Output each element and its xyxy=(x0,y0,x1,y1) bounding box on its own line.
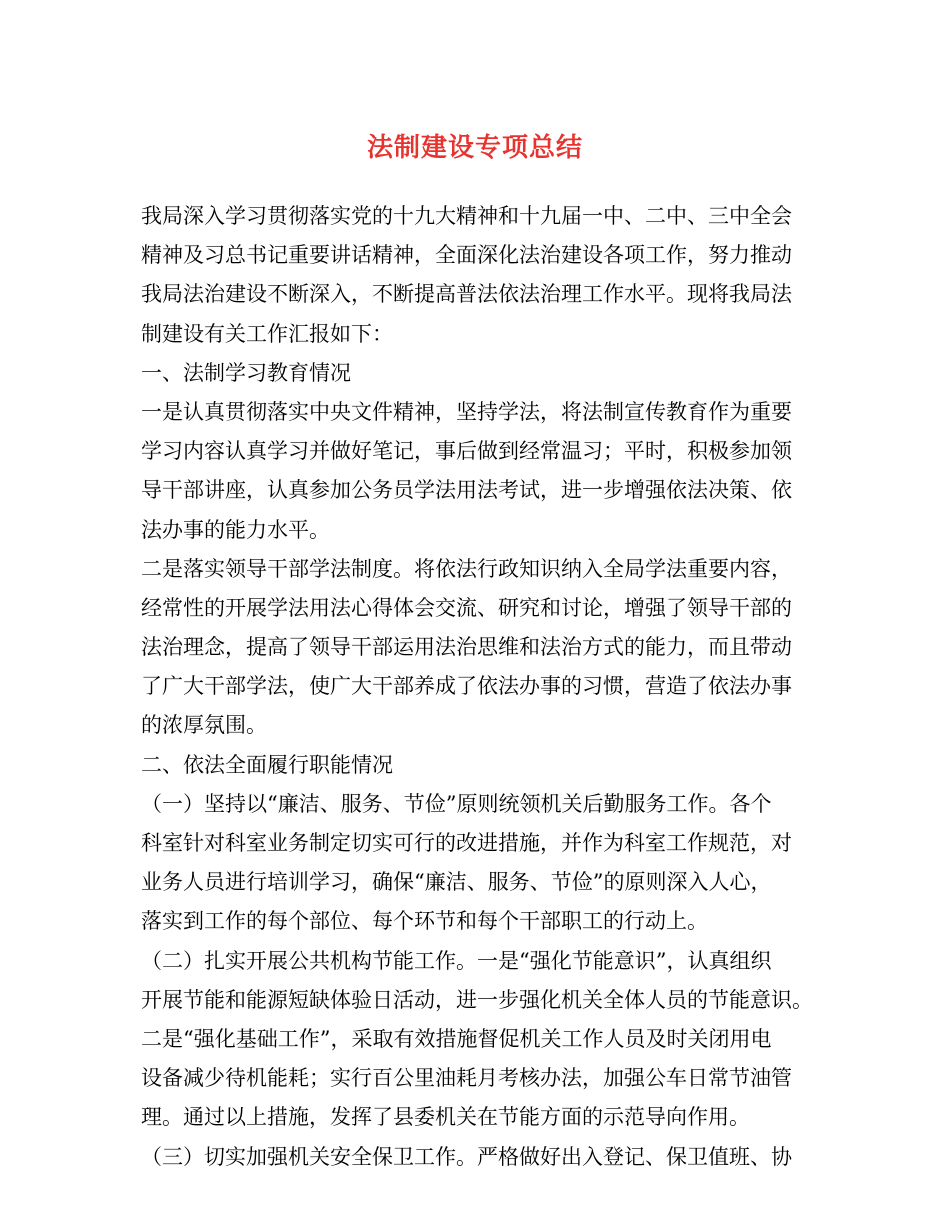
body-line: 的浓厚氛围。 xyxy=(141,713,267,738)
body-line: 学习内容认真学习并做好笔记，事后做到经常温习；平时，积极参加领 xyxy=(141,439,792,464)
body-line: （一）坚持以“廉洁、服务、节俭”原则统领机关后勤服务工作。各个 xyxy=(141,791,772,816)
body-line: 业务人员进行培训学习，确保“廉洁、服务、节俭”的原则深入人心， xyxy=(141,870,772,895)
body-line: 经常性的开展学法用法心得体会交流、研究和讨论，增强了领导干部的 xyxy=(141,595,792,620)
body-line: 落实到工作的每个部位、每个环节和每个干部职工的行动上。 xyxy=(141,909,708,934)
body-line: 理。通过以上措施，发挥了县委机关在节能方面的示范导向作用。 xyxy=(141,1105,750,1130)
body-line: 精神及习总书记重要讲话精神，全面深化法治建设各项工作，努力推动 xyxy=(141,243,792,268)
body-line: 设备减少待机能耗；实行百公里油耗月考核办法，加强公车日常节油管 xyxy=(141,1066,792,1091)
body-line: 我局法治建设不断深入，不断提高普法依法治理工作水平。现将我局法 xyxy=(141,282,792,307)
body-line: 科室针对科室业务制定切实可行的改进措施，并作为科室工作规范，对 xyxy=(141,831,792,855)
body-line: 法办事的能力水平。 xyxy=(141,517,330,542)
body-line: 开展节能和能源短缺体验日活动，进一步强化机关全体人员的节能意识。 xyxy=(141,987,813,1012)
body-line: 我局深入学习贯彻落实党的十九大精神和十九届一中、二中、三中全会 xyxy=(141,204,792,228)
body-line: （三）切实加强机关安全保卫工作。严格做好出入登记、保卫值班、协 xyxy=(141,1144,792,1169)
body-line: 一是认真贯彻落实中央文件精神，坚持学法，将法制宣传教育作为重要 xyxy=(141,399,792,424)
body-line: 制建设有关工作汇报如下： xyxy=(141,321,393,346)
body-line: 了广大干部学法，使广大干部养成了依法办事的习惯，营造了依法办事 xyxy=(141,674,792,699)
section-heading: 一、法制学习教育情况 xyxy=(141,360,351,385)
body-line: （二）扎实开展公共机构节能工作。一是“强化节能意识”，认真组织 xyxy=(141,948,772,973)
body-line: 法治理念，提高了领导干部运用法治思维和法治方式的能力，而且带动 xyxy=(141,635,792,660)
body-line: 二是落实领导干部学法制度。将依法行政知识纳入全局学法重要内容， xyxy=(141,556,792,581)
body-line: 导干部讲座，认真参加公务员学法用法考试，进一步增强依法决策、依 xyxy=(141,478,792,503)
document-body xyxy=(141,197,821,1177)
section-heading: 二、依法全面履行职能情况 xyxy=(141,752,393,777)
document-title: 法制建设专项总结 xyxy=(366,133,583,163)
body-line: 二是“强化基础工作”，采取有效措施督促机关工作人员及时关闭用电 xyxy=(141,1026,772,1051)
